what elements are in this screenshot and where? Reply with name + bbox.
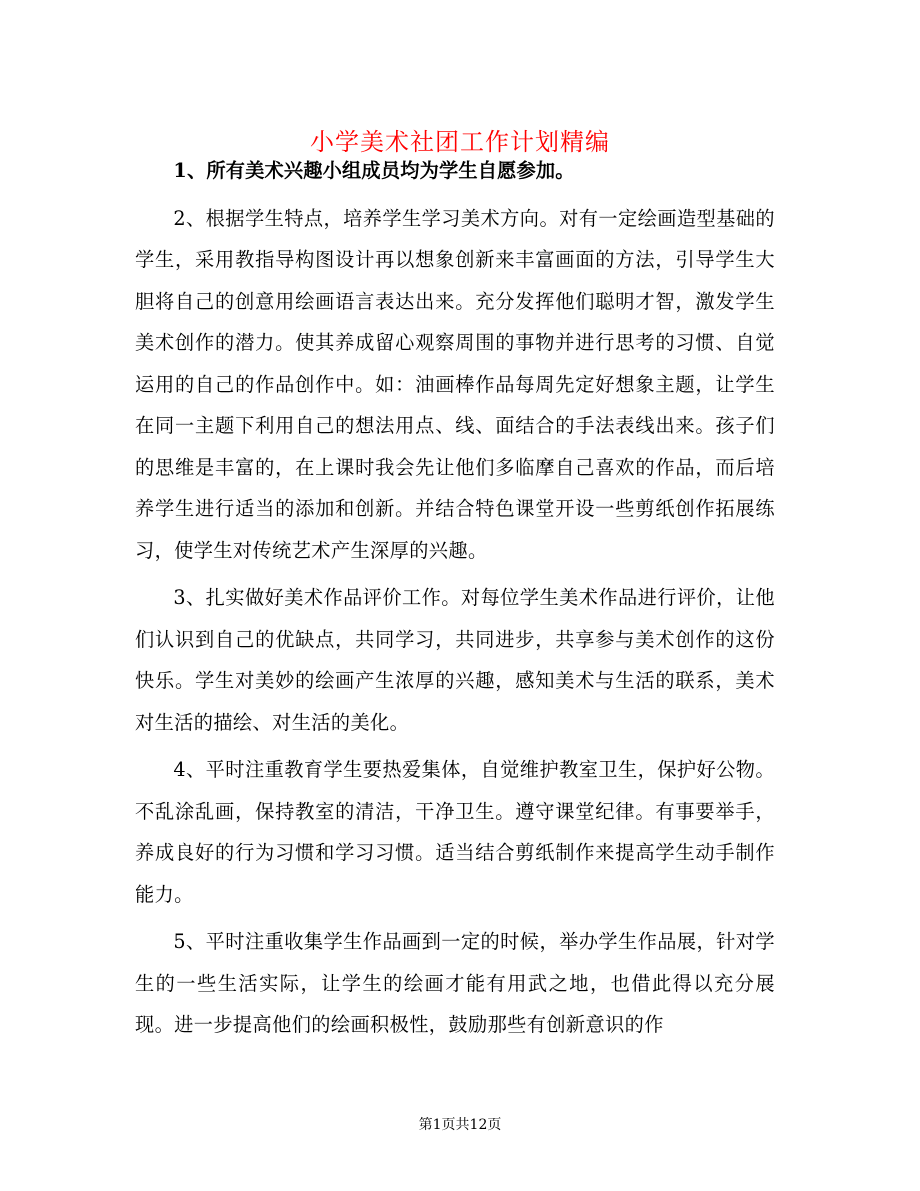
document-body (135, 150, 775, 1046)
page-title: 小学美术社团工作计划精编 (310, 128, 610, 157)
paragraph-3: 3、扎实做好美术作品评价工作。对每位学生美术作品进行评价，让他们认识到自己的优缺点，共同学习，共同进步，共享参与美术创作的这份快乐。学生对美妙的绘画产生浓厚的兴趣，感知美术与生活的联系，美术对生活的描绘、对生活的美化。 (135, 586, 775, 734)
paragraph-4: 4、平时注重教育学生要热爱集体，自觉维护教室卫生，保护好公物。不乱涂乱画，保持教室的清洁，干净卫生。遵守课堂纪律。有事要举手，养成良好的行为习惯和学习习惯。适当结合剪纸制作来提高学生动手制作能力。 (135, 758, 775, 906)
paragraph-1: 1、所有美术兴趣小组成员均为学生自愿参加。 (173, 159, 575, 182)
paragraph-2: 2、根据学生特点，培养学生学习美术方向。对有一定绘画造型基础的学生，采用教指导构图设计再以想象创新来丰富画面的方法，引导学生大胆将自己的创意用绘画语言表达出来。充分发挥他们聪明才智，激发学生美术创作的潜力。使其养成留心观察周围的事物并进行思考的习惯、自觉运用的自己的作品创作中。如：油画棒作品每周先定好想象主题，让学生在同一主题下利用自己的想法用点、线、面结合的手法表线出来。孩子们的思维是丰富的，在上课时我会先让他们多临摩自己喜欢的作品，而后培养学生进行适当的添加和创新。并结合特色课堂开设一些剪纸创作拓展练习，使学生对传统艺术产生深厚的兴趣。 (135, 206, 775, 562)
page-footer: 第1页共12页 (418, 1117, 502, 1133)
paragraph-5: 5、平时注重收集学生作品画到一定的时候，举办学生作品展，针对学生的一些生活实际，让学生的绘画才能有用武之地，也借此得以充分展现。进一步提高他们的绘画积极性，鼓励那些有创新意识的作 (135, 930, 775, 1036)
